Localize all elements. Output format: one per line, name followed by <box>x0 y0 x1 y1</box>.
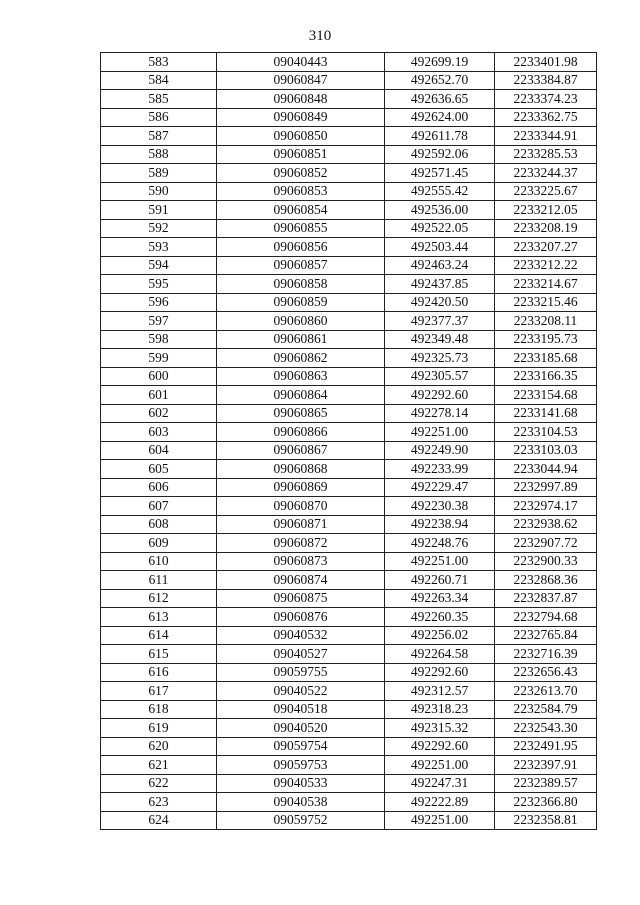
y-coordinate-cell: 2233185.68 <box>495 349 597 368</box>
parcel-id-cell: 09060874 <box>217 571 385 590</box>
row-number-cell: 609 <box>101 534 217 553</box>
coordinates-table-body <box>101 53 597 830</box>
table-row <box>101 626 597 645</box>
parcel-id-cell: 09060865 <box>217 404 385 423</box>
x-coordinate-cell: 492420.50 <box>385 293 495 312</box>
x-coordinate-cell: 492536.00 <box>385 201 495 220</box>
row-number-cell: 596 <box>101 293 217 312</box>
row-number-cell: 593 <box>101 238 217 257</box>
parcel-id-cell: 09060875 <box>217 589 385 608</box>
parcel-id-cell: 09060871 <box>217 515 385 534</box>
x-coordinate-cell: 492249.90 <box>385 441 495 460</box>
table-row <box>101 515 597 534</box>
y-coordinate-cell: 2233208.19 <box>495 219 597 238</box>
y-coordinate-cell: 2232366.80 <box>495 793 597 812</box>
parcel-id-cell: 09060854 <box>217 201 385 220</box>
table-row <box>101 201 597 220</box>
coordinates-table <box>100 52 597 830</box>
table-row <box>101 534 597 553</box>
y-coordinate-cell: 2232997.89 <box>495 478 597 497</box>
row-number-cell: 599 <box>101 349 217 368</box>
x-coordinate-cell: 492624.00 <box>385 108 495 127</box>
parcel-id-cell: 09060860 <box>217 312 385 331</box>
x-coordinate-cell: 492636.65 <box>385 90 495 109</box>
x-coordinate-cell: 492349.48 <box>385 330 495 349</box>
table-row <box>101 608 597 627</box>
table-row <box>101 682 597 701</box>
parcel-id-cell: 09060850 <box>217 127 385 146</box>
y-coordinate-cell: 2233208.11 <box>495 312 597 331</box>
x-coordinate-cell: 492592.06 <box>385 145 495 164</box>
y-coordinate-cell: 2232837.87 <box>495 589 597 608</box>
y-coordinate-cell: 2233166.35 <box>495 367 597 386</box>
row-number-cell: 622 <box>101 774 217 793</box>
parcel-id-cell: 09060856 <box>217 238 385 257</box>
row-number-cell: 607 <box>101 497 217 516</box>
y-coordinate-cell: 2232974.17 <box>495 497 597 516</box>
table-row <box>101 700 597 719</box>
row-number-cell: 624 <box>101 811 217 830</box>
table-row <box>101 478 597 497</box>
x-coordinate-cell: 492247.31 <box>385 774 495 793</box>
table-row <box>101 645 597 664</box>
table-row <box>101 571 597 590</box>
x-coordinate-cell: 492437.85 <box>385 275 495 294</box>
row-number-cell: 612 <box>101 589 217 608</box>
table-row <box>101 811 597 830</box>
x-coordinate-cell: 492318.23 <box>385 700 495 719</box>
y-coordinate-cell: 2232656.43 <box>495 663 597 682</box>
y-coordinate-cell: 2233215.46 <box>495 293 597 312</box>
table-row <box>101 256 597 275</box>
parcel-id-cell: 09060855 <box>217 219 385 238</box>
row-number-cell: 586 <box>101 108 217 127</box>
y-coordinate-cell: 2233225.67 <box>495 182 597 201</box>
parcel-id-cell: 09060870 <box>217 497 385 516</box>
row-number-cell: 585 <box>101 90 217 109</box>
x-coordinate-cell: 492292.60 <box>385 737 495 756</box>
table-row <box>101 275 597 294</box>
table-row <box>101 145 597 164</box>
y-coordinate-cell: 2233207.27 <box>495 238 597 257</box>
table-row <box>101 90 597 109</box>
parcel-id-cell: 09060847 <box>217 71 385 90</box>
page-number: 310 <box>308 28 332 44</box>
table-row <box>101 497 597 516</box>
row-number-cell: 616 <box>101 663 217 682</box>
y-coordinate-cell: 2232900.33 <box>495 552 597 571</box>
parcel-id-cell: 09060862 <box>217 349 385 368</box>
table-row <box>101 386 597 405</box>
y-coordinate-cell: 2233362.75 <box>495 108 597 127</box>
y-coordinate-cell: 2232613.70 <box>495 682 597 701</box>
table-row <box>101 330 597 349</box>
y-coordinate-cell: 2233344.91 <box>495 127 597 146</box>
parcel-id-cell: 09060858 <box>217 275 385 294</box>
y-coordinate-cell: 2233104.53 <box>495 423 597 442</box>
parcel-id-cell: 09059753 <box>217 756 385 775</box>
y-coordinate-cell: 2233141.68 <box>495 404 597 423</box>
y-coordinate-cell: 2232794.68 <box>495 608 597 627</box>
table-row <box>101 441 597 460</box>
row-number-cell: 598 <box>101 330 217 349</box>
x-coordinate-cell: 492292.60 <box>385 386 495 405</box>
parcel-id-cell: 09060848 <box>217 90 385 109</box>
x-coordinate-cell: 492278.14 <box>385 404 495 423</box>
row-number-cell: 597 <box>101 312 217 331</box>
table-row <box>101 423 597 442</box>
parcel-id-cell: 09060861 <box>217 330 385 349</box>
x-coordinate-cell: 492264.58 <box>385 645 495 664</box>
y-coordinate-cell: 2233044.94 <box>495 460 597 479</box>
row-number-cell: 602 <box>101 404 217 423</box>
row-number-cell: 603 <box>101 423 217 442</box>
parcel-id-cell: 09040532 <box>217 626 385 645</box>
x-coordinate-cell: 492260.71 <box>385 571 495 590</box>
parcel-id-cell: 09059755 <box>217 663 385 682</box>
row-number-cell: 605 <box>101 460 217 479</box>
row-number-cell: 588 <box>101 145 217 164</box>
table-row <box>101 312 597 331</box>
parcel-id-cell: 09060852 <box>217 164 385 183</box>
x-coordinate-cell: 492248.76 <box>385 534 495 553</box>
y-coordinate-cell: 2233214.67 <box>495 275 597 294</box>
parcel-id-cell: 09040518 <box>217 700 385 719</box>
y-coordinate-cell: 2232907.72 <box>495 534 597 553</box>
table-row <box>101 182 597 201</box>
y-coordinate-cell: 2233154.68 <box>495 386 597 405</box>
row-number-cell: 583 <box>101 53 217 72</box>
table-row <box>101 367 597 386</box>
table-row <box>101 238 597 257</box>
parcel-id-cell: 09060863 <box>217 367 385 386</box>
x-coordinate-cell: 492312.57 <box>385 682 495 701</box>
row-number-cell: 618 <box>101 700 217 719</box>
y-coordinate-cell: 2232389.57 <box>495 774 597 793</box>
x-coordinate-cell: 492555.42 <box>385 182 495 201</box>
table-row <box>101 53 597 72</box>
row-number-cell: 587 <box>101 127 217 146</box>
row-number-cell: 610 <box>101 552 217 571</box>
y-coordinate-cell: 2233374.23 <box>495 90 597 109</box>
row-number-cell: 604 <box>101 441 217 460</box>
parcel-id-cell: 09060864 <box>217 386 385 405</box>
x-coordinate-cell: 492238.94 <box>385 515 495 534</box>
row-number-cell: 591 <box>101 201 217 220</box>
y-coordinate-cell: 2232938.62 <box>495 515 597 534</box>
table-row <box>101 460 597 479</box>
row-number-cell: 592 <box>101 219 217 238</box>
table-row <box>101 349 597 368</box>
parcel-id-cell: 09060869 <box>217 478 385 497</box>
table-row <box>101 756 597 775</box>
x-coordinate-cell: 492251.00 <box>385 423 495 442</box>
row-number-cell: 614 <box>101 626 217 645</box>
table-row <box>101 219 597 238</box>
row-number-cell: 623 <box>101 793 217 812</box>
parcel-id-cell: 09060853 <box>217 182 385 201</box>
table-row <box>101 589 597 608</box>
row-number-cell: 590 <box>101 182 217 201</box>
x-coordinate-cell: 492292.60 <box>385 663 495 682</box>
parcel-id-cell: 09040522 <box>217 682 385 701</box>
row-number-cell: 584 <box>101 71 217 90</box>
row-number-cell: 613 <box>101 608 217 627</box>
parcel-id-cell: 09060873 <box>217 552 385 571</box>
table-row <box>101 774 597 793</box>
row-number-cell: 595 <box>101 275 217 294</box>
x-coordinate-cell: 492251.00 <box>385 811 495 830</box>
parcel-id-cell: 09060867 <box>217 441 385 460</box>
row-number-cell: 617 <box>101 682 217 701</box>
table-row <box>101 71 597 90</box>
x-coordinate-cell: 492571.45 <box>385 164 495 183</box>
table-row <box>101 663 597 682</box>
y-coordinate-cell: 2233212.22 <box>495 256 597 275</box>
y-coordinate-cell: 2232868.36 <box>495 571 597 590</box>
row-number-cell: 601 <box>101 386 217 405</box>
row-number-cell: 615 <box>101 645 217 664</box>
x-coordinate-cell: 492377.37 <box>385 312 495 331</box>
table-row <box>101 404 597 423</box>
parcel-id-cell: 09060857 <box>217 256 385 275</box>
y-coordinate-cell: 2233384.87 <box>495 71 597 90</box>
row-number-cell: 594 <box>101 256 217 275</box>
y-coordinate-cell: 2233401.98 <box>495 53 597 72</box>
table-row <box>101 552 597 571</box>
x-coordinate-cell: 492463.24 <box>385 256 495 275</box>
y-coordinate-cell: 2233212.05 <box>495 201 597 220</box>
x-coordinate-cell: 492652.70 <box>385 71 495 90</box>
x-coordinate-cell: 492263.34 <box>385 589 495 608</box>
parcel-id-cell: 09059754 <box>217 737 385 756</box>
y-coordinate-cell: 2232491.95 <box>495 737 597 756</box>
parcel-id-cell: 09040533 <box>217 774 385 793</box>
y-coordinate-cell: 2233103.03 <box>495 441 597 460</box>
row-number-cell: 611 <box>101 571 217 590</box>
row-number-cell: 621 <box>101 756 217 775</box>
row-number-cell: 606 <box>101 478 217 497</box>
y-coordinate-cell: 2232397.91 <box>495 756 597 775</box>
x-coordinate-cell: 492503.44 <box>385 238 495 257</box>
x-coordinate-cell: 492229.47 <box>385 478 495 497</box>
row-number-cell: 608 <box>101 515 217 534</box>
row-number-cell: 589 <box>101 164 217 183</box>
row-number-cell: 600 <box>101 367 217 386</box>
parcel-id-cell: 09040443 <box>217 53 385 72</box>
parcel-id-cell: 09060868 <box>217 460 385 479</box>
x-coordinate-cell: 492260.35 <box>385 608 495 627</box>
y-coordinate-cell: 2233285.53 <box>495 145 597 164</box>
x-coordinate-cell: 492315.32 <box>385 719 495 738</box>
x-coordinate-cell: 492233.99 <box>385 460 495 479</box>
parcel-id-cell: 09040538 <box>217 793 385 812</box>
row-number-cell: 620 <box>101 737 217 756</box>
y-coordinate-cell: 2232716.39 <box>495 645 597 664</box>
table-row <box>101 108 597 127</box>
table-row <box>101 127 597 146</box>
parcel-id-cell: 09060872 <box>217 534 385 553</box>
table-row <box>101 793 597 812</box>
parcel-id-cell: 09060849 <box>217 108 385 127</box>
parcel-id-cell: 09059752 <box>217 811 385 830</box>
x-coordinate-cell: 492325.73 <box>385 349 495 368</box>
table-row <box>101 164 597 183</box>
table-row <box>101 293 597 312</box>
x-coordinate-cell: 492230.38 <box>385 497 495 516</box>
x-coordinate-cell: 492611.78 <box>385 127 495 146</box>
x-coordinate-cell: 492251.00 <box>385 756 495 775</box>
parcel-id-cell: 09060876 <box>217 608 385 627</box>
x-coordinate-cell: 492251.00 <box>385 552 495 571</box>
y-coordinate-cell: 2232765.84 <box>495 626 597 645</box>
parcel-id-cell: 09060851 <box>217 145 385 164</box>
parcel-id-cell: 09060866 <box>217 423 385 442</box>
y-coordinate-cell: 2232543.30 <box>495 719 597 738</box>
x-coordinate-cell: 492256.02 <box>385 626 495 645</box>
x-coordinate-cell: 492699.19 <box>385 53 495 72</box>
y-coordinate-cell: 2232584.79 <box>495 700 597 719</box>
y-coordinate-cell: 2233195.73 <box>495 330 597 349</box>
parcel-id-cell: 09040520 <box>217 719 385 738</box>
table-row <box>101 719 597 738</box>
y-coordinate-cell: 2233244.37 <box>495 164 597 183</box>
y-coordinate-cell: 2232358.81 <box>495 811 597 830</box>
parcel-id-cell: 09060859 <box>217 293 385 312</box>
table-row <box>101 737 597 756</box>
row-number-cell: 619 <box>101 719 217 738</box>
parcel-id-cell: 09040527 <box>217 645 385 664</box>
x-coordinate-cell: 492522.05 <box>385 219 495 238</box>
x-coordinate-cell: 492305.57 <box>385 367 495 386</box>
x-coordinate-cell: 492222.89 <box>385 793 495 812</box>
